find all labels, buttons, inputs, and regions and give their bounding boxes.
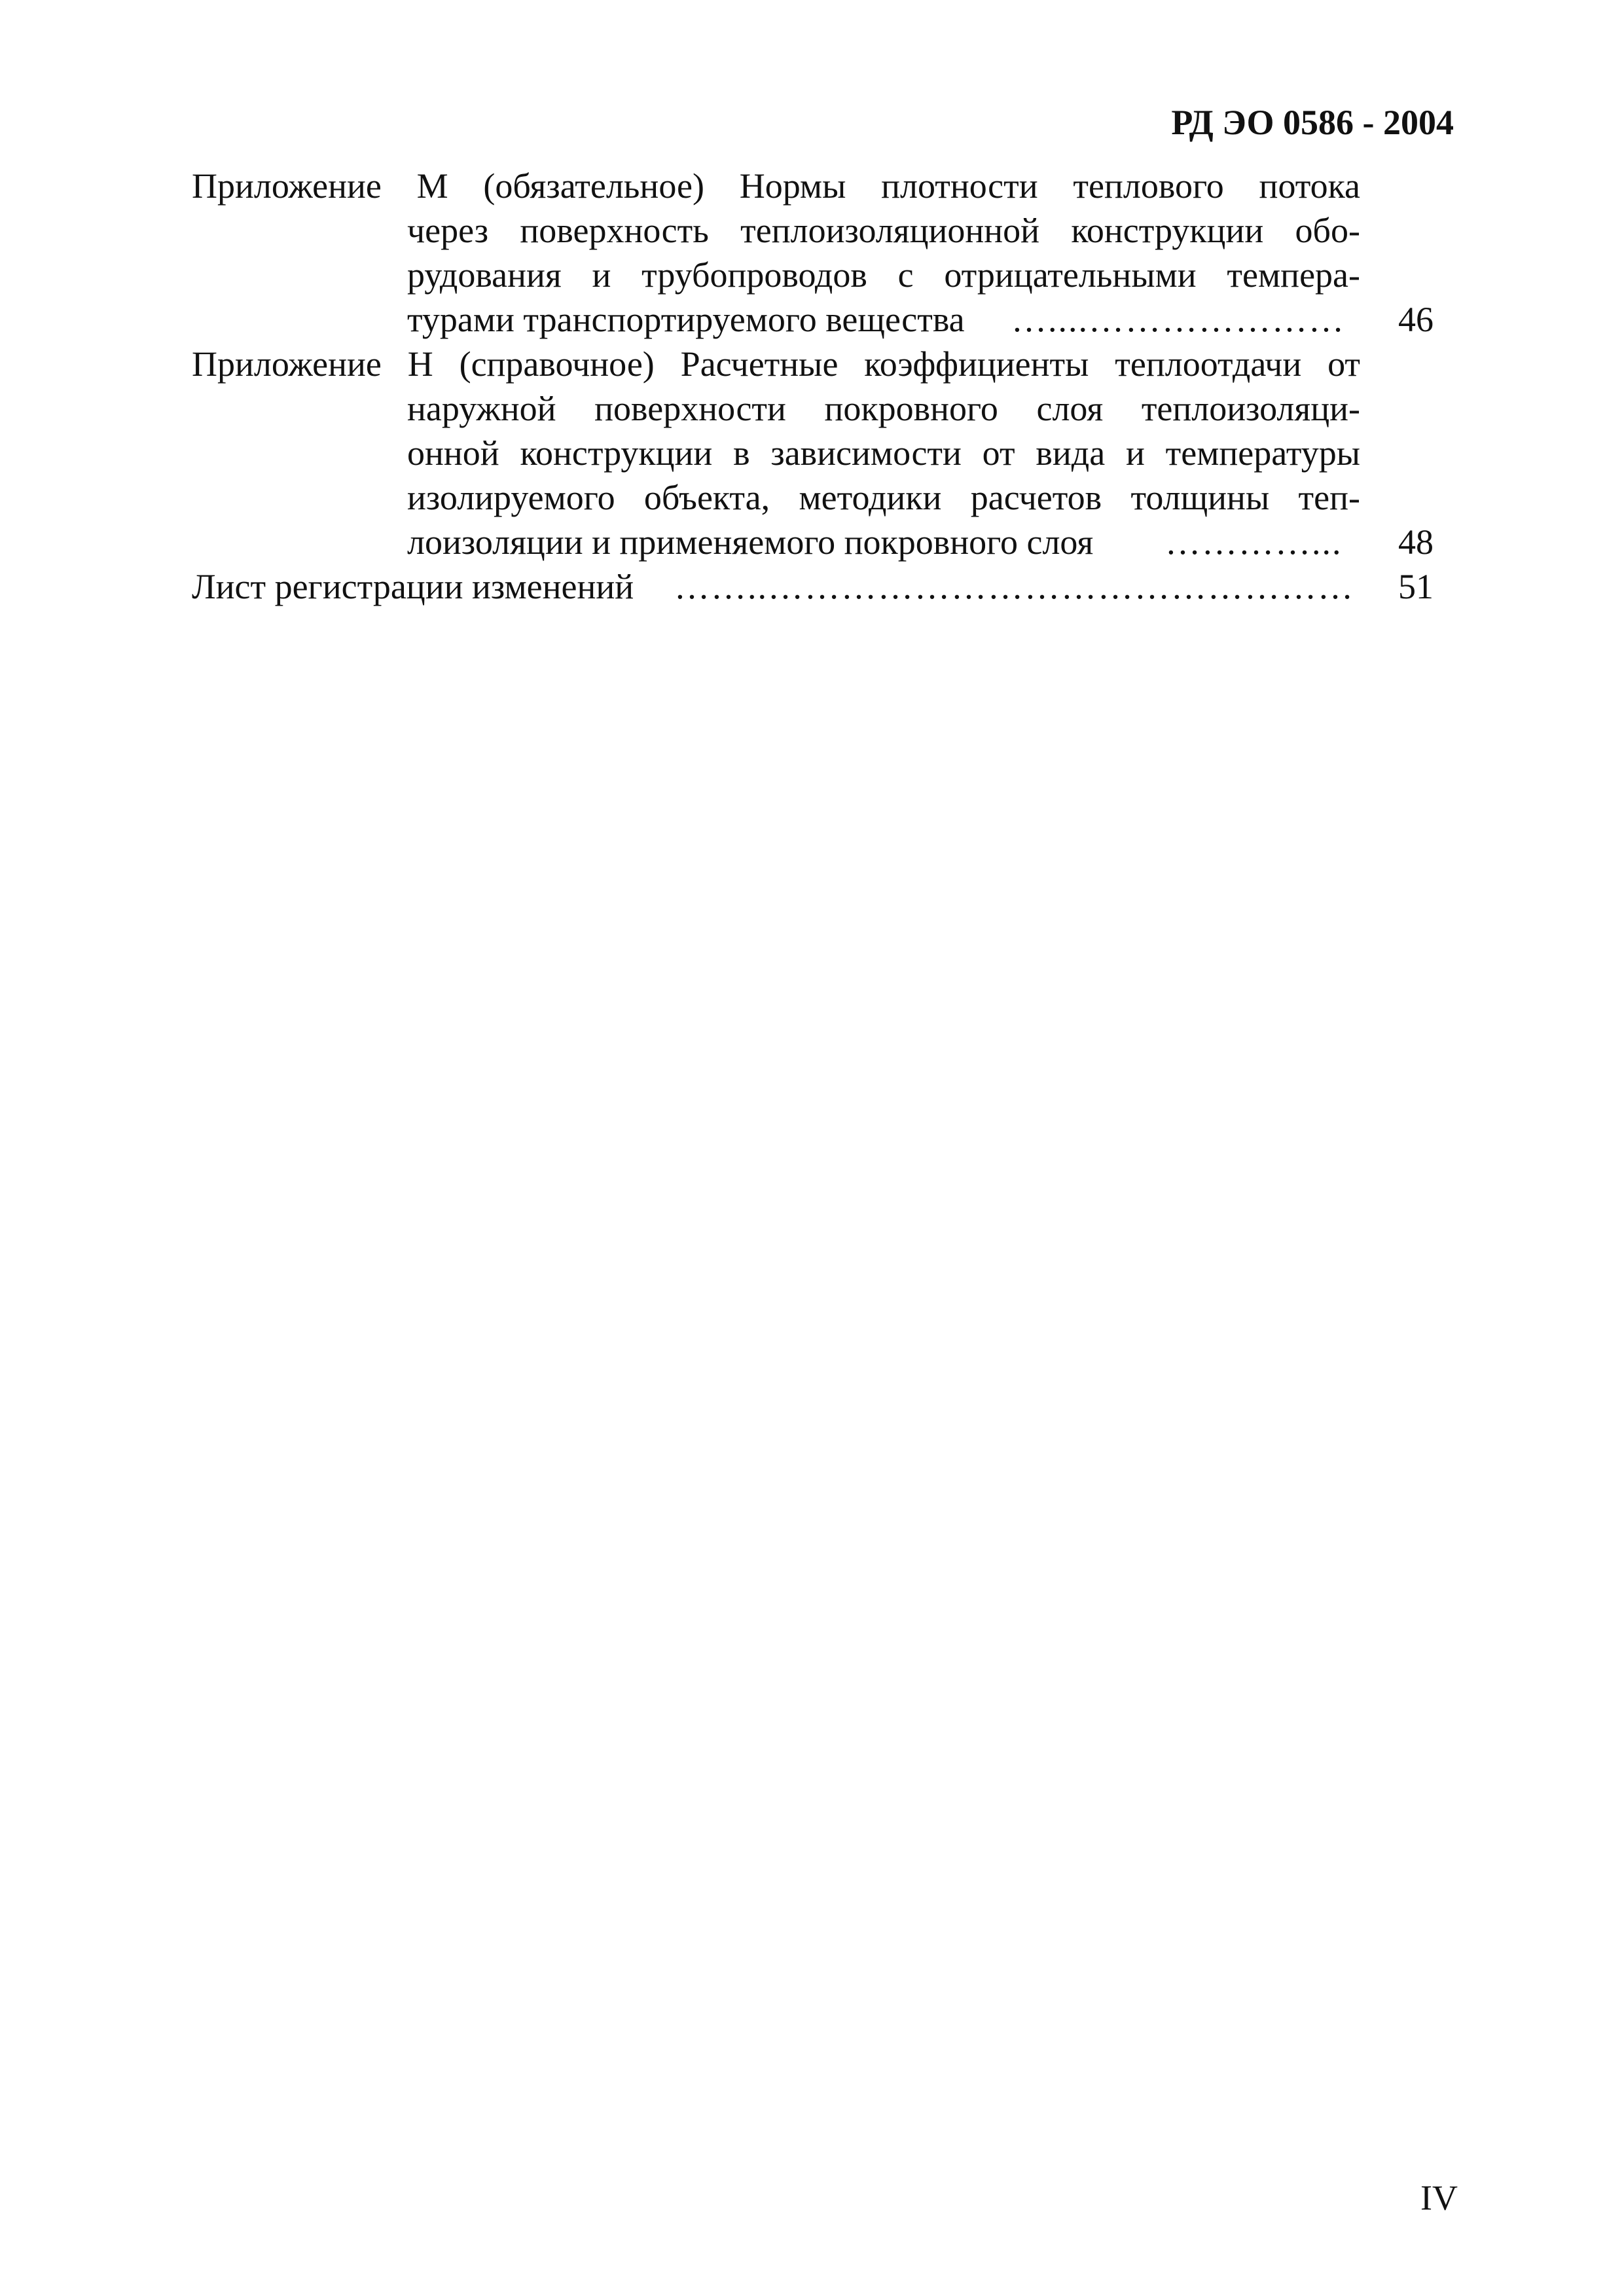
toc-entry-n-title[interactable]: Приложение Н (справочное) Расчетные коэффициенты теплоотдачи от	[192, 344, 1360, 384]
toc-entry-m-text: через поверхность теплоизоляционной конструкции обо-	[407, 211, 1360, 250]
toc-entry-m-line-1	[0, 164, 1624, 208]
toc-entry-changes-page[interactable]: 51	[1398, 567, 1434, 606]
document-code: РД ЭО 0586 - 2004	[1171, 103, 1454, 142]
toc-leader-dots: ……..…………………………………………	[674, 567, 1354, 606]
toc-entry-changes-line-1	[0, 564, 1624, 609]
toc-entry-n-line-4	[0, 475, 1624, 520]
page-number: IV	[1420, 2178, 1458, 2217]
toc-entry-n-line-2	[0, 386, 1624, 431]
table-of-contents	[0, 164, 1624, 622]
toc-entry-m-line-2	[0, 208, 1624, 253]
toc-entry-m-text: рудования и трубопроводов с отрицательными темпера-	[407, 255, 1360, 295]
toc-entry-m-line-3	[0, 253, 1624, 297]
toc-entry-n-line-3	[0, 431, 1624, 475]
toc-entry-n-line-1	[0, 342, 1624, 386]
toc-entry-n-text: изолируемого объекта, методики расчетов толщины теп-	[407, 478, 1360, 517]
toc-entry-n-text: наружной поверхности покровного слоя теплоизоляци-	[407, 389, 1360, 428]
toc-entry-m-page[interactable]: 46	[1398, 300, 1434, 339]
toc-entry-n-text: лоизоляции и применяемого покровного слоя	[407, 522, 1094, 562]
toc-entry-m-line-4	[0, 297, 1624, 342]
toc-entry-changes-title[interactable]: Лист регистрации изменений	[192, 567, 634, 606]
toc-leader-dots: …………...	[1165, 522, 1343, 562]
toc-entry-m-title[interactable]: Приложение М (обязательное) Нормы плотности теплового потока	[192, 166, 1360, 206]
toc-entry-n-line-5	[0, 520, 1624, 564]
toc-entry-n-text: онной конструкции в зависимости от вида и температуры	[407, 433, 1360, 473]
toc-leader-dots: …....…………………	[1011, 300, 1345, 339]
toc-entry-m-text: турами транспортируемого вещества	[407, 300, 965, 339]
toc-entry-n-page[interactable]: 48	[1398, 522, 1434, 562]
